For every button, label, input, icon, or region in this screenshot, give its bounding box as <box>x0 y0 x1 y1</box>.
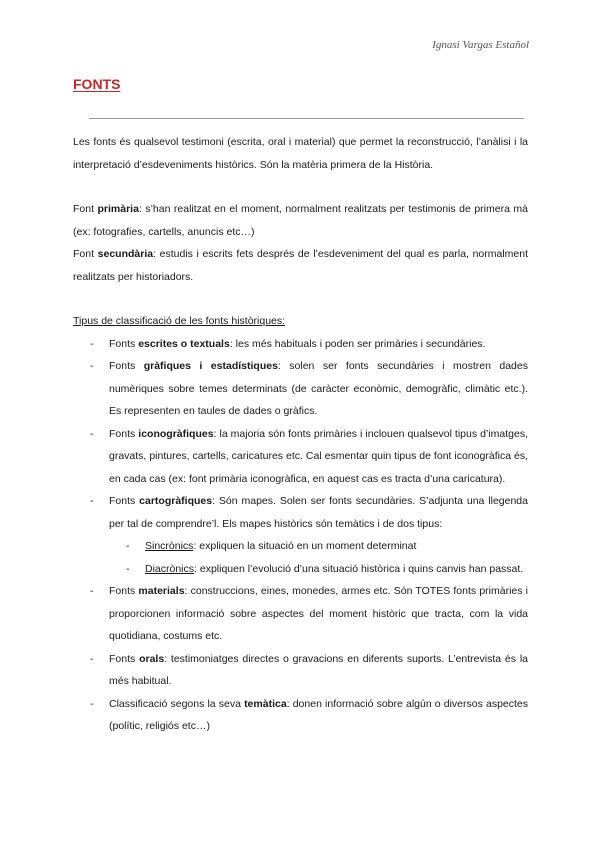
list-item-graphic <box>73 355 528 423</box>
item-prefix: Fonts <box>109 337 139 350</box>
primary-term: primària <box>97 203 139 215</box>
item-prefix: Fonts <box>109 495 140 507</box>
item-text: : construccions, eines, monedes, armes etc. Són TOTES fonts primàries i proporcionen informació sobre aspectes del moment històric que tracta, com la vida quotidiana, costums etc. <box>109 585 528 642</box>
item-term: iconogràfiques <box>138 427 214 440</box>
item-text: : testimoniatges directes o gravacions en diferents suports. L’entrevista és la més habitual. <box>109 652 528 687</box>
spacer <box>73 176 528 198</box>
secondary-source-paragraph <box>73 243 528 288</box>
item-text: : donen informació sobre algún o diversos aspectes (polític, religiós etc…) <box>109 697 529 732</box>
map-types-list <box>109 535 528 580</box>
primary-text: : s’han realitzat en el moment, normalment realitzats per testimonis de primera mà (ex: fotografies, cartells, anuncis etc…) <box>73 203 528 238</box>
secondary-term: secundària <box>97 248 154 260</box>
sub-item-text: : expliquen la situació en un moment determinat <box>193 540 417 552</box>
item-text: : solen ser fonts secundàries i mostren dades numèriques sobre temes determinats (de caràcter econòmic, demogràfic, climàtic etc.). Es representen en taules de dades o gràfics. <box>109 360 528 417</box>
document-body <box>73 131 528 738</box>
classification-list <box>73 333 528 738</box>
item-text: : la majoria són fonts primàries i inclouen qualsevol tipus d’imatges, gravats, pintures, cartells, caricatures etc. Cal esmentar quin tipus de font iconogràfica és, en cada cas (ex: font primària iconogràfica, en aquest cas es tracta d’una caricatura). <box>109 427 528 485</box>
spacer <box>73 288 528 310</box>
list-item-thematic <box>73 693 528 738</box>
item-prefix: Fonts <box>109 360 144 372</box>
page-title: FONTS <box>73 76 121 92</box>
sub-item-text: : expliquen l’evolució d’una situació històrica i quins canvis han passat. <box>194 562 524 575</box>
secondary-prefix: Font <box>73 248 98 260</box>
item-prefix: Fonts <box>109 427 139 440</box>
sub-item-synchronic <box>109 535 528 558</box>
sub-item-diachronic <box>109 558 528 581</box>
item-term: escrites o textuals <box>138 337 230 350</box>
item-prefix: Fonts <box>109 585 139 597</box>
item-prefix: Fonts <box>109 652 140 665</box>
classification-heading: Tipus de classificació de les fonts històriques: <box>73 315 286 327</box>
sub-item-term: Diacrònics <box>145 562 195 575</box>
primary-source-paragraph <box>73 198 528 243</box>
item-term: materials <box>138 585 185 597</box>
item-text: : les més habituals i poden ser primàries i secundàries. <box>229 337 486 350</box>
primary-prefix: Font <box>73 203 98 215</box>
item-term: orals <box>139 652 165 665</box>
item-term: cartogràfiques <box>139 495 213 507</box>
list-item-iconographic <box>73 423 528 491</box>
list-item-cartographic <box>73 490 528 580</box>
intro-paragraph: Les fonts és qualsevol testimoni (escrita, oral i material) que permet la reconstrucció, l’anàlisi i la interpretació d’esdeveniments històrics. Són la matèria primera de la Història. <box>73 136 528 171</box>
author-header: Ignasi Vargas Estañol <box>432 39 529 51</box>
list-item-oral <box>73 648 528 693</box>
secondary-text: : estudis i escrits fets després de l’esdeveniment del qual es parla, normalment realitzats per historiadors. <box>73 248 529 283</box>
item-text: : Són mapes. Solen ser fonts secundàries. S’adjunta una llegenda per tal de comprendre’l. Els mapes històrics són temàtics i de dos tipus: <box>109 495 528 530</box>
list-item-material <box>73 580 528 648</box>
item-prefix: Classificació segons la seva <box>109 697 245 710</box>
item-term: gràfiques i estadístiques <box>143 360 278 372</box>
sub-item-term: Sincrònics <box>145 540 194 552</box>
title-divider <box>89 118 524 119</box>
list-item-written <box>73 333 528 356</box>
item-term: temàtica <box>244 697 287 710</box>
